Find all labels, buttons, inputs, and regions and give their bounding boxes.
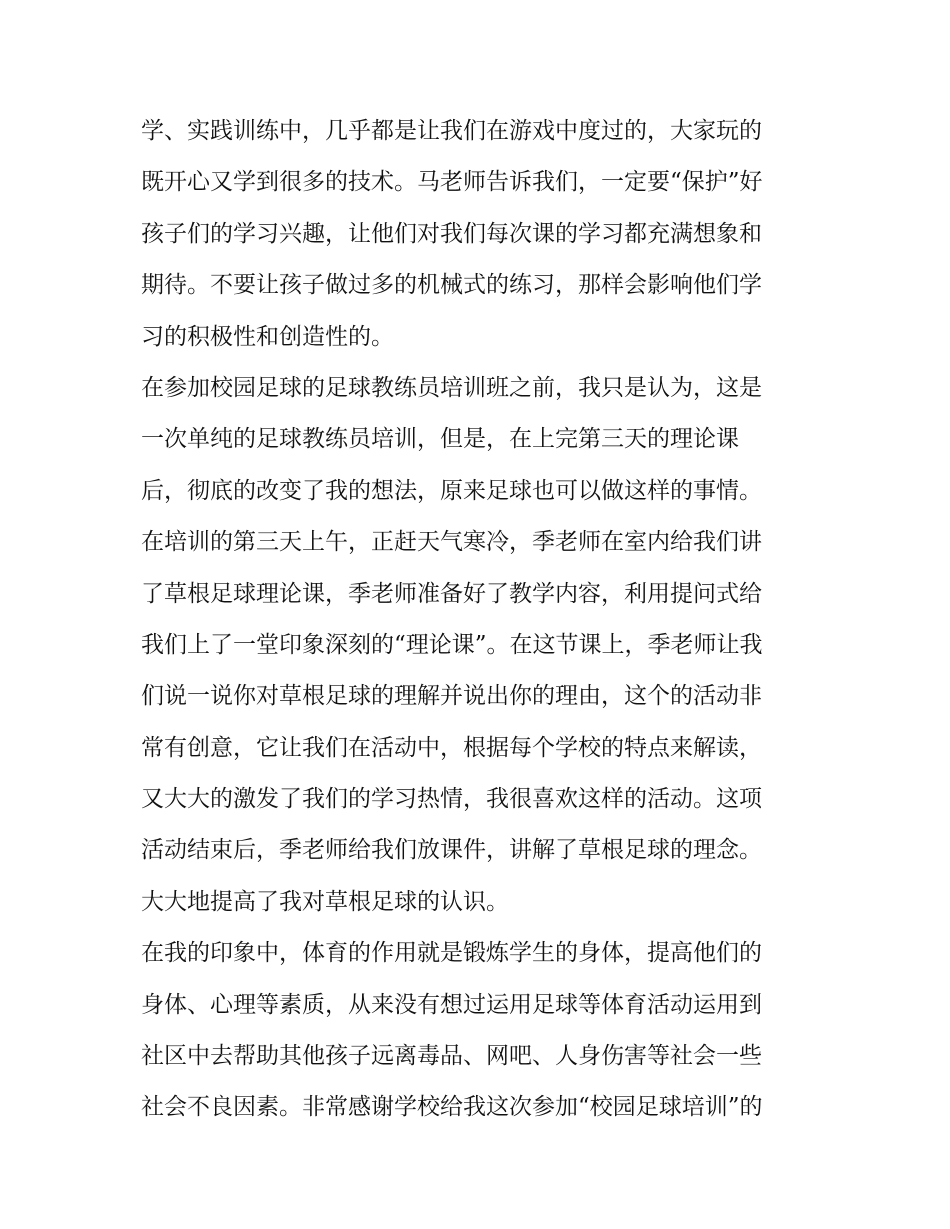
text-line: 习的积极性和创造性的。 (141, 323, 394, 350)
text-line: 们说一说你对草根足球的理解并说出你的理由，这个的活动非 (141, 683, 762, 710)
text-line: 期待。不要让孩子做过多的机械式的练习，那样会影响他们学 (141, 272, 762, 299)
text-line: 社会不良因素。非常感谢学校给我这次参加“校园足球培训”的 (141, 1094, 763, 1121)
text-line: 大大地提高了我对草根足球的认识。 (141, 888, 509, 915)
body-text (141, 106, 821, 1134)
text-line: 后，彻底的改变了我的想法，原来足球也可以做这样的事情。 (141, 477, 762, 504)
text-line: 在我的印象中，体育的作用就是锻炼学生的身体，提高他们的 (141, 940, 762, 967)
text-line: 孩子们的学习兴趣，让他们对我们每次课的学习都充满想象和 (141, 220, 762, 247)
text-line: 我们上了一堂印象深刻的“理论课”。在这节课上，季老师让我 (141, 631, 763, 658)
text-line: 在培训的第三天上午，正赶天气寒冷，季老师在室内给我们讲 (141, 529, 762, 556)
text-line: 既开心又学到很多的技术。马老师告诉我们，一定要“保护”好 (141, 169, 763, 196)
text-line: 活动结束后，季老师给我们放课件，讲解了草根足球的理念。 (141, 837, 762, 864)
text-line: 学、实践训练中，几乎都是让我们在游戏中度过的，大家玩的 (141, 118, 762, 144)
text-line: 在参加校园足球的足球教练员培训班之前，我只是认为，这是 (141, 374, 762, 401)
text-line: 一次单纯的足球教练员培训，但是，在上完第三天的理论课 (141, 426, 739, 453)
text-line: 又大大的激发了我们的学习热情，我很喜欢这样的活动。这项 (141, 786, 762, 813)
text-line: 社区中去帮助其他孩子远离毒品、网吧、人身伤害等社会一些 (141, 1043, 762, 1070)
text-line: 身体、心理等素质，从来没有想过运用足球等体育活动运用到 (141, 991, 762, 1018)
text-line: 常有创意，它让我们在活动中，根据每个学校的特点来解读， (141, 734, 762, 761)
text-line: 了草根足球理论课，季老师准备好了教学内容，利用提问式给 (141, 580, 762, 607)
